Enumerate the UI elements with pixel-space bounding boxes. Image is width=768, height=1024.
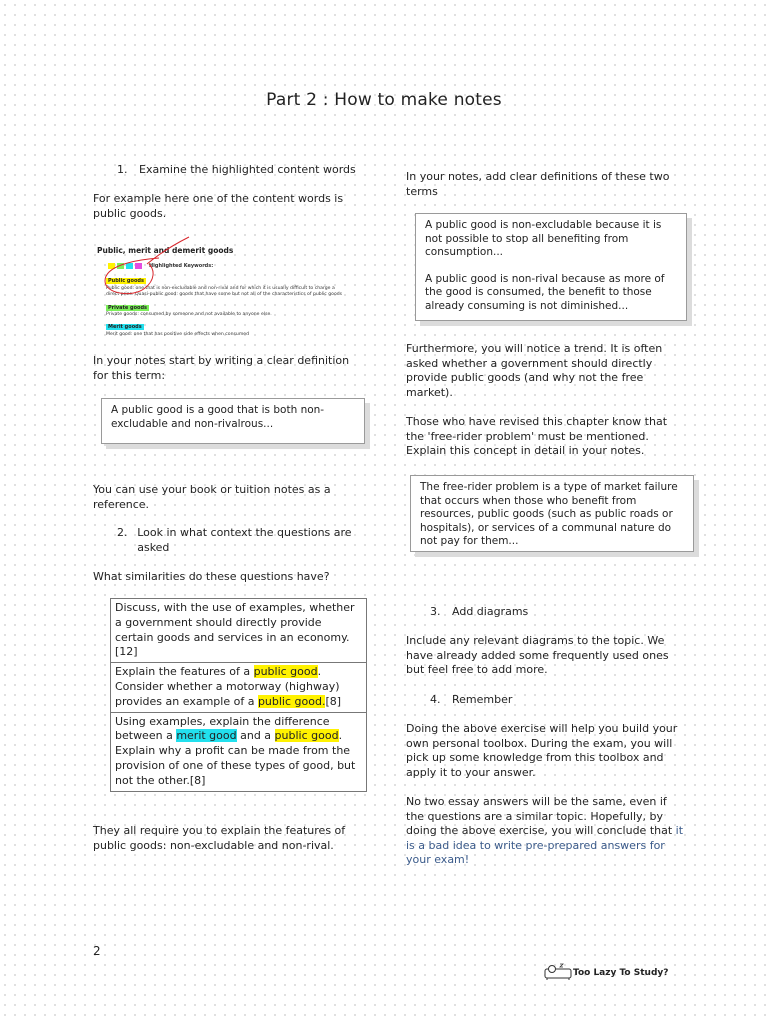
highlight-public-good: public good [253, 665, 318, 679]
step-4-number: 4. [430, 693, 441, 706]
highlight-public-good: public good. [257, 694, 326, 708]
brand-name: Too Lazy To Study? [573, 968, 669, 978]
mini-public-line-2: direct price. Quasi-public good: goods that have some but not all of the characteristics of public goods [106, 292, 343, 297]
red-circle-annotation-icon [93, 236, 383, 344]
paragraph-diagrams: Include any relevant diagrams to the topic. We have already added some frequently used ones but feel free to add more. [406, 634, 669, 677]
step-1-heading [117, 163, 387, 178]
definition-box-free-rider: The free-rider problem is a type of market failure that occurs when those who benefit from resources, public goods (such as public roads or hospitals), or services of a communal nature do not pay for them... [410, 475, 694, 552]
mini-private-line: Private goods: consumed by someone and not available to anyone else. [106, 312, 272, 317]
mini-keywords-label: Highlighted Keywords: [149, 263, 214, 269]
mini-tag-merit: Merit goods [108, 324, 142, 330]
step-3-number: 3. [430, 605, 441, 618]
question-1: Discuss, with the use of examples, whether a government should directly provide certain goods and services in an economy.[12] [111, 599, 366, 663]
paragraph-require: They all require you to explain the features of public goods: non-excludable and non-rival. [93, 824, 346, 852]
definition-non-rival: A public good is non-rival because as more of the good is consumed, the benefit to those already consuming is not diminished... [425, 272, 665, 312]
paragraph-book-reference: You can use your book or tuition notes as a reference. [93, 483, 331, 511]
paragraph-add-definitions: In your notes, add clear definitions of these two terms [406, 170, 670, 198]
mini-merit-line: Merit good: one that has positive side effects when consumed [106, 332, 250, 337]
step-4-heading [430, 693, 680, 708]
question-3: Using examples, explain the difference between a merit good and a public good. Explain why a profit can be made from the provision of one of these types of good, but not the other.[8] [115, 714, 356, 787]
step-4-label: Remember [452, 693, 513, 706]
highlight-public-good: public good [274, 729, 339, 743]
questions-table [110, 598, 367, 792]
mini-public-line-1: Public good: one that is non-excludable and non-rival and for which it is usually difficult to charge a [106, 286, 335, 291]
page-title: Part 2 : How to make notes [266, 90, 502, 110]
paragraph-toolbox: Doing the above exercise will help you build your own personal toolbox. During the exam, you will pick up some knowledge from this toolbox and apply it to your answer. [406, 722, 678, 779]
page-number: 2 [93, 944, 101, 958]
step-3-label: Add diagrams [452, 605, 529, 618]
question-2: Explain the features of a public good. Consider whether a motorway (highway) provides an example of a public good.[8] [111, 663, 366, 712]
paragraph-start-definition: In your notes start by writing a clear definition for this term: [93, 354, 350, 382]
paragraph-trend: Furthermore, you will notice a trend. It is often asked whether a government should directly provide public goods (and why not the free market). [406, 342, 663, 399]
paragraph-revised: Those who have revised this chapter know that the 'free-rider problem' must be mentioned. Explain this concept in detail in your notes. [406, 415, 668, 458]
step-1-number: 1. [117, 163, 128, 176]
mini-tag-private: Private goods [108, 305, 148, 311]
paragraph-no-two-essays: No two essay answers will be the same, even if the questions are a similar topic. Hopefully, by doing the above exercise, you will conclude that it is a bad idea to write pre-prepared answers for your exam! [406, 795, 684, 867]
highlight-merit-good: merit good [176, 729, 237, 743]
paragraph-similarities: What similarities do these questions have? [93, 570, 330, 583]
paragraph-example: For example here one of the content words is public goods. [93, 192, 344, 220]
step-1-label: Examine the highlighted content words [139, 163, 356, 176]
step-2-number: 2. [117, 526, 128, 539]
step-2-heading [117, 526, 367, 555]
definition-non-excludable: A public good is non-excludable because it is not possible to stop all benefiting from consumption... [425, 219, 662, 259]
sleeping-student-logo-icon [543, 963, 573, 981]
notes-screenshot-image [93, 236, 383, 344]
definition-box-public-good: A public good is a good that is both non-excludable and non-rivalrous... [101, 398, 365, 444]
conclusion-link[interactable]: it is a bad idea to write pre-prepared answers for your exam! [406, 824, 684, 867]
step-2-label: Look in what context the questions are asked [137, 526, 352, 554]
definition-box-non-excludable-non-rival [415, 213, 687, 321]
step-3-heading [430, 605, 680, 620]
mini-title: Public, merit and demerit goods [97, 246, 234, 255]
mini-tag-public: Public goods [108, 278, 144, 284]
